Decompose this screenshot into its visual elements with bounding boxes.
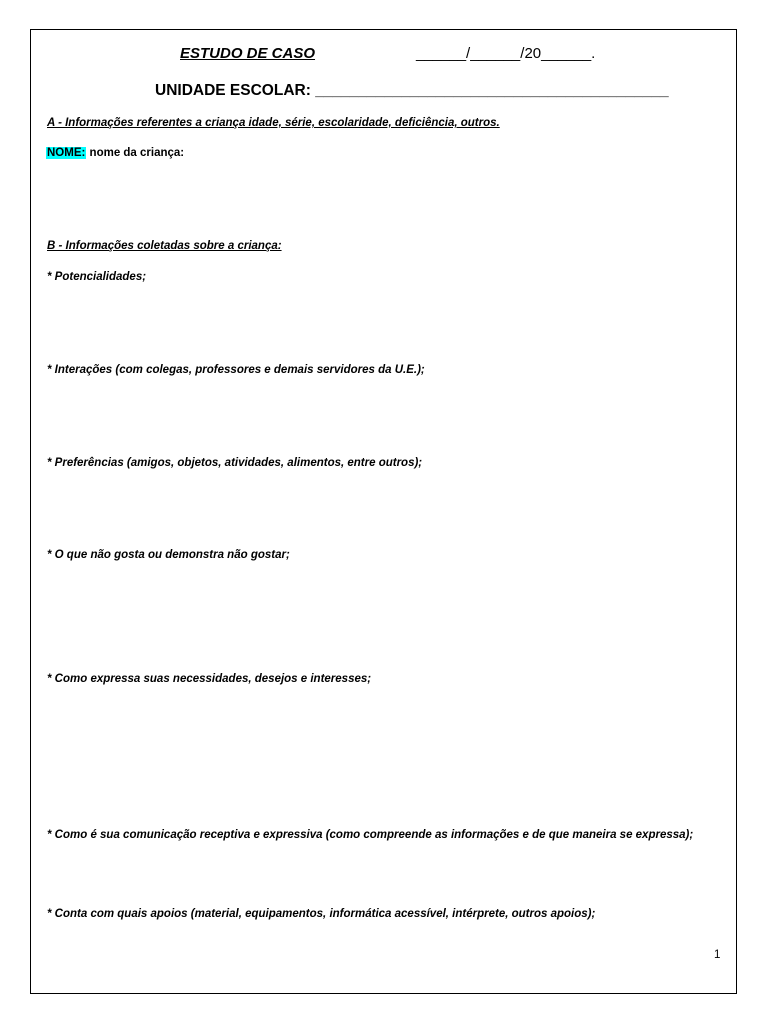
item-potencialidades: * Potencialidades; [47, 271, 147, 283]
item-apoios: * Conta com quais apoios (material, equipamentos, informática acessível, intérprete, outros apoios); [47, 908, 596, 920]
nome-value: nome da criança: [86, 147, 185, 159]
item-preferencias: * Preferências (amigos, objetos, atividades, alimentos, entre outros); [47, 457, 423, 469]
item-interacoes: * Interações (com colegas, professores e demais servidores da U.E.); [47, 364, 425, 376]
unidade-escolar-label: UNIDADE ESCOLAR: [155, 82, 311, 99]
item-comunicacao: * Como é sua comunicação receptiva e expressiva (como compreende as informações e de que maneira se expressa); [47, 829, 694, 841]
item-nao-gosta: * O que não gosta ou demonstra não gostar; [47, 549, 290, 561]
section-b-heading: B - Informações coletadas sobre a criança: [47, 240, 282, 252]
nome-label: NOME: [47, 147, 86, 159]
page-border [30, 29, 737, 994]
section-a-heading: A - Informações referentes a criança idade, série, escolaridade, deficiência, outros. [47, 117, 500, 129]
page-number: 1 [714, 949, 721, 961]
nome-row [46, 147, 184, 159]
date-line: ______/______/20______. [416, 45, 596, 62]
unidade-escolar-line [155, 82, 669, 100]
document-title: ESTUDO DE CASO [180, 45, 316, 62]
item-expressa-necessidades: * Como expressa suas necessidades, desejos e interesses; [47, 673, 372, 685]
unidade-escolar-blank: _________________________________________ [315, 82, 669, 99]
